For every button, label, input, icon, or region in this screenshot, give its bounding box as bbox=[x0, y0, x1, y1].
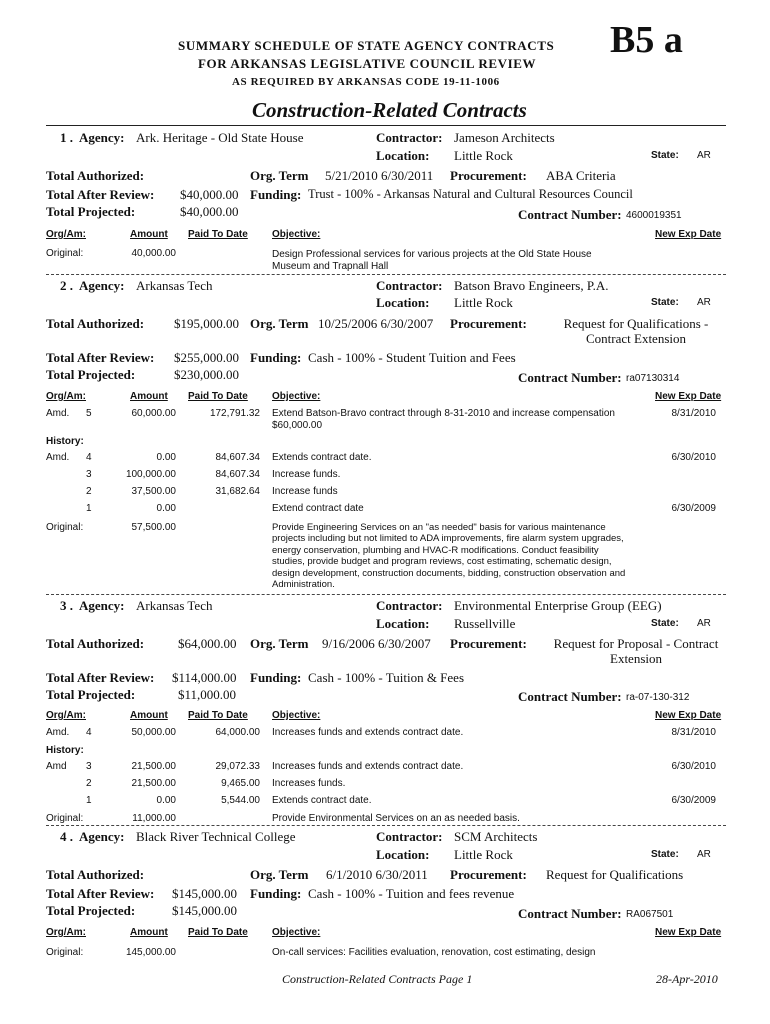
row-number: 3 bbox=[86, 469, 92, 480]
row-paid: 84,607.34 bbox=[215, 452, 260, 463]
contractor-label: Contractor: bbox=[376, 130, 443, 145]
funding-value: Cash - 100% - Student Tuition and Fees bbox=[308, 350, 516, 365]
state-value: AR bbox=[697, 150, 711, 161]
agency-label: Agency: bbox=[79, 130, 125, 145]
col-objective: Objective: bbox=[272, 229, 321, 240]
row-paid: 9,465.00 bbox=[221, 778, 260, 789]
contract-number-index: 3 . bbox=[60, 598, 73, 613]
agency-label: Agency: bbox=[79, 278, 125, 293]
col-new-exp-date: New Exp Date bbox=[655, 927, 722, 938]
location-label: Location: bbox=[376, 847, 430, 862]
row-number: 3 bbox=[86, 761, 92, 772]
row-amount: 145,000.00 bbox=[125, 947, 176, 958]
funding-value: Cash - 100% - Tuition and fees revenue bbox=[308, 886, 515, 901]
total-after-review-label: Total After Review: bbox=[46, 886, 155, 901]
contract-number-label: Contract Number: bbox=[518, 207, 622, 222]
col-amount: Amount bbox=[130, 391, 168, 402]
contract-number-value: ra-07-130-312 bbox=[626, 692, 690, 703]
org-term-value: 5/21/2010 6/30/2011 bbox=[325, 168, 434, 183]
row-amount: 11,000.00 bbox=[132, 813, 176, 824]
total-projected-label: Total Projected: bbox=[46, 687, 136, 702]
row-objective: Increases funds. bbox=[272, 778, 346, 789]
row-org: Amd bbox=[46, 761, 67, 772]
total-after-review-label: Total After Review: bbox=[46, 350, 155, 365]
total-authorized-value: $195,000.00 bbox=[174, 316, 239, 331]
org-term-label: Org. Term bbox=[250, 316, 309, 331]
col-org-am: Org/Am: bbox=[46, 229, 86, 240]
procurement-label: Procurement: bbox=[450, 168, 527, 183]
row-objective: Provide Engineering Services on an "as needed" basis for various maintenance projects including but not limited to ADA improvements, fire alarm system upgrades, energy conservation, plumbing and HVAC-R modifications. Conduct feasibility studies, provide budget and program reviews, cost estimating, schematic design, design development, construction documents, bidding, construction observation and Administration. bbox=[272, 522, 626, 591]
row-org: Amd. bbox=[46, 408, 70, 419]
total-projected-value: $40,000.00 bbox=[180, 204, 239, 219]
row-amount: 0.00 bbox=[156, 795, 176, 806]
funding-value: Cash - 100% - Tuition & Fees bbox=[308, 670, 465, 685]
col-amount: Amount bbox=[130, 229, 168, 240]
contractor-value: Environmental Enterprise Group (EEG) bbox=[454, 598, 662, 613]
total-authorized-label: Total Authorized: bbox=[46, 636, 145, 651]
header-line-2: FOR ARKANSAS LEGISLATIVE COUNCIL REVIEW bbox=[198, 56, 537, 71]
page-title: Construction-Related Contracts bbox=[252, 98, 527, 122]
agency-value: Black River Technical College bbox=[136, 829, 296, 844]
total-after-review-value: $40,000.00 bbox=[180, 187, 239, 202]
contractor-label: Contractor: bbox=[376, 598, 443, 613]
row-exp-date: 6/30/2010 bbox=[671, 761, 716, 772]
state-label: State: bbox=[651, 849, 679, 860]
footer-page: Construction-Related Contracts Page 1 bbox=[282, 972, 473, 986]
contract-number-value: RA067501 bbox=[626, 909, 674, 920]
row-objective: Extend Batson-Bravo contract through 8-31-2010 and increase compensation $60,000.00 bbox=[272, 408, 615, 431]
divider bbox=[46, 825, 726, 826]
contract-number-value: 4600019351 bbox=[626, 210, 682, 221]
funding-label: Funding: bbox=[250, 670, 302, 685]
procurement-value: Request for Qualifications bbox=[546, 867, 684, 882]
footer-date: 28-Apr-2010 bbox=[656, 972, 718, 986]
total-projected-value: $11,000.00 bbox=[178, 687, 237, 702]
history-label: History: bbox=[46, 745, 84, 756]
row-amount: 21,500.00 bbox=[131, 778, 176, 789]
total-after-review-value: $114,000.00 bbox=[172, 670, 237, 685]
row-number: 5 bbox=[86, 408, 92, 419]
funding-label: Funding: bbox=[250, 187, 302, 202]
total-after-review-value: $145,000.00 bbox=[172, 886, 237, 901]
location-label: Location: bbox=[376, 616, 430, 631]
row-paid: 5,544.00 bbox=[221, 795, 260, 806]
row-paid: 84,607.34 bbox=[215, 469, 260, 480]
total-projected-label: Total Projected: bbox=[46, 903, 136, 918]
total-after-review-label: Total After Review: bbox=[46, 187, 155, 202]
location-label: Location: bbox=[376, 148, 430, 163]
col-new-exp-date: New Exp Date bbox=[655, 710, 722, 721]
contract-number-value: ra07130314 bbox=[626, 373, 680, 384]
procurement-label: Procurement: bbox=[450, 636, 527, 651]
contract-number-index: 2 . bbox=[60, 278, 73, 293]
row-number: 4 bbox=[86, 452, 92, 463]
agency-label: Agency: bbox=[79, 829, 125, 844]
row-org: Original: bbox=[46, 248, 84, 259]
procurement-label: Procurement: bbox=[450, 316, 527, 331]
state-label: State: bbox=[651, 150, 679, 161]
row-number: 4 bbox=[86, 727, 92, 738]
agency-value: Arkansas Tech bbox=[136, 598, 213, 613]
header-line-3: AS REQUIRED BY ARKANSAS CODE 19-11-1006 bbox=[232, 76, 500, 88]
contract-number-label: Contract Number: bbox=[518, 689, 622, 704]
row-objective: Extends contract date. bbox=[272, 452, 372, 463]
row-amount: 21,500.00 bbox=[131, 761, 176, 772]
contractor-value: Jameson Architects bbox=[454, 130, 555, 145]
form-badge: B5 a bbox=[610, 19, 683, 61]
row-objective: Increases funds and extends contract date. bbox=[272, 761, 464, 772]
col-org-am: Org/Am: bbox=[46, 927, 86, 938]
row-amount: 37,500.00 bbox=[131, 486, 176, 497]
col-amount: Amount bbox=[130, 710, 168, 721]
state-label: State: bbox=[651, 618, 679, 629]
row-paid: 64,000.00 bbox=[215, 727, 260, 738]
contract-number-index: 1 . bbox=[60, 130, 73, 145]
total-authorized-label: Total Authorized: bbox=[46, 316, 145, 331]
row-amount: 60,000.00 bbox=[131, 408, 176, 419]
row-org: Amd. bbox=[46, 452, 70, 463]
col-objective: Objective: bbox=[272, 391, 321, 402]
contractor-value: SCM Architects bbox=[454, 829, 538, 844]
location-value: Russellville bbox=[454, 616, 516, 631]
col-objective: Objective: bbox=[272, 927, 321, 938]
org-term-value: 6/1/2010 6/30/2011 bbox=[326, 867, 428, 882]
procurement-value: Request for Proposal - Contract Extension bbox=[553, 636, 719, 666]
funding-label: Funding: bbox=[250, 886, 302, 901]
state-value: AR bbox=[697, 849, 711, 860]
row-number: 2 bbox=[86, 486, 92, 497]
agency-value: Ark. Heritage - Old State House bbox=[136, 130, 304, 145]
col-objective: Objective: bbox=[272, 710, 321, 721]
row-objective: On-call services: Facilities evaluation, renovation, cost estimating, design bbox=[272, 947, 596, 958]
total-authorized-label: Total Authorized: bbox=[46, 168, 145, 183]
row-objective: Increase funds bbox=[272, 486, 338, 497]
total-projected-label: Total Projected: bbox=[46, 367, 136, 382]
row-objective: Extend contract date bbox=[272, 503, 364, 514]
row-amount: 100,000.00 bbox=[125, 469, 176, 480]
location-value: Little Rock bbox=[454, 847, 513, 862]
col-paid-to-date: Paid To Date bbox=[188, 710, 248, 721]
row-org: Original: bbox=[46, 947, 84, 958]
row-number: 1 bbox=[86, 795, 92, 806]
location-label: Location: bbox=[376, 295, 430, 310]
col-org-am: Org/Am: bbox=[46, 710, 86, 721]
col-new-exp-date: New Exp Date bbox=[655, 229, 722, 240]
contractor-label: Contractor: bbox=[376, 278, 443, 293]
procurement-value: ABA Criteria bbox=[546, 168, 616, 183]
agency-label: Agency: bbox=[79, 598, 125, 613]
contract-number-label: Contract Number: bbox=[518, 906, 622, 921]
location-value: Little Rock bbox=[454, 295, 513, 310]
total-authorized-value: $64,000.00 bbox=[178, 636, 237, 651]
org-term-label: Org. Term bbox=[250, 636, 309, 651]
divider bbox=[46, 594, 726, 595]
row-exp-date: 6/30/2009 bbox=[671, 503, 716, 514]
row-objective: Provide Environmental Services on an as needed basis. bbox=[272, 813, 520, 824]
history-label: History: bbox=[46, 436, 84, 447]
row-paid: 31,682.64 bbox=[215, 486, 260, 497]
row-org: Amd. bbox=[46, 727, 70, 738]
procurement-label: Procurement: bbox=[450, 867, 527, 882]
row-number: 2 bbox=[86, 778, 92, 789]
col-amount: Amount bbox=[130, 927, 168, 938]
org-term-label: Org. Term bbox=[250, 867, 309, 882]
row-exp-date: 8/31/2010 bbox=[671, 727, 716, 738]
contractor-value: Batson Bravo Engineers, P.A. bbox=[454, 278, 609, 293]
contractor-label: Contractor: bbox=[376, 829, 443, 844]
row-objective: Increases funds and extends contract date. bbox=[272, 727, 464, 738]
total-projected-value: $145,000.00 bbox=[172, 903, 237, 918]
state-value: AR bbox=[697, 618, 711, 629]
row-objective: Increase funds. bbox=[272, 469, 341, 480]
location-value: Little Rock bbox=[454, 148, 513, 163]
divider bbox=[46, 274, 726, 275]
row-paid: 29,072.33 bbox=[215, 761, 260, 772]
contract-number-label: Contract Number: bbox=[518, 370, 622, 385]
total-projected-value: $230,000.00 bbox=[174, 367, 239, 382]
contract-number-index: 4 . bbox=[60, 829, 73, 844]
row-org: Original: bbox=[46, 522, 84, 533]
funding-label: Funding: bbox=[250, 350, 302, 365]
row-exp-date: 6/30/2009 bbox=[671, 795, 716, 806]
row-org: Original: bbox=[46, 813, 84, 824]
org-term-value: 10/25/2006 6/30/2007 bbox=[318, 316, 434, 331]
org-term-value: 9/16/2006 6/30/2007 bbox=[322, 636, 431, 651]
row-amount: 0.00 bbox=[156, 503, 176, 514]
total-after-review-value: $255,000.00 bbox=[174, 350, 239, 365]
row-amount: 0.00 bbox=[156, 452, 176, 463]
divider bbox=[46, 125, 726, 126]
row-number: 1 bbox=[86, 503, 92, 514]
row-exp-date: 8/31/2010 bbox=[671, 408, 716, 419]
row-amount: 57,500.00 bbox=[131, 522, 176, 533]
row-objective: Extends contract date. bbox=[272, 795, 372, 806]
total-after-review-label: Total After Review: bbox=[46, 670, 155, 685]
row-objective: Design Professional services for various projects at the Old State House Museum and Trapnall Hall bbox=[272, 249, 592, 272]
state-value: AR bbox=[697, 297, 711, 308]
org-term-label: Org. Term bbox=[250, 168, 309, 183]
col-paid-to-date: Paid To Date bbox=[188, 229, 248, 240]
procurement-value: Request for Qualifications - Contract Extension bbox=[563, 316, 709, 346]
total-authorized-label: Total Authorized: bbox=[46, 867, 145, 882]
row-exp-date: 6/30/2010 bbox=[671, 452, 716, 463]
agency-value: Arkansas Tech bbox=[136, 278, 213, 293]
row-amount: 50,000.00 bbox=[131, 727, 176, 738]
total-projected-label: Total Projected: bbox=[46, 204, 136, 219]
col-org-am: Org/Am: bbox=[46, 391, 86, 402]
funding-value: Trust - 100% - Arkansas Natural and Cultural Resources Council bbox=[308, 187, 633, 201]
col-paid-to-date: Paid To Date bbox=[188, 927, 248, 938]
col-paid-to-date: Paid To Date bbox=[188, 391, 248, 402]
header-line-1: SUMMARY SCHEDULE OF STATE AGENCY CONTRACTS bbox=[178, 38, 555, 53]
row-amount: 40,000.00 bbox=[131, 248, 176, 259]
state-label: State: bbox=[651, 297, 679, 308]
row-paid: 172,791.32 bbox=[209, 408, 260, 419]
col-new-exp-date: New Exp Date bbox=[655, 391, 722, 402]
